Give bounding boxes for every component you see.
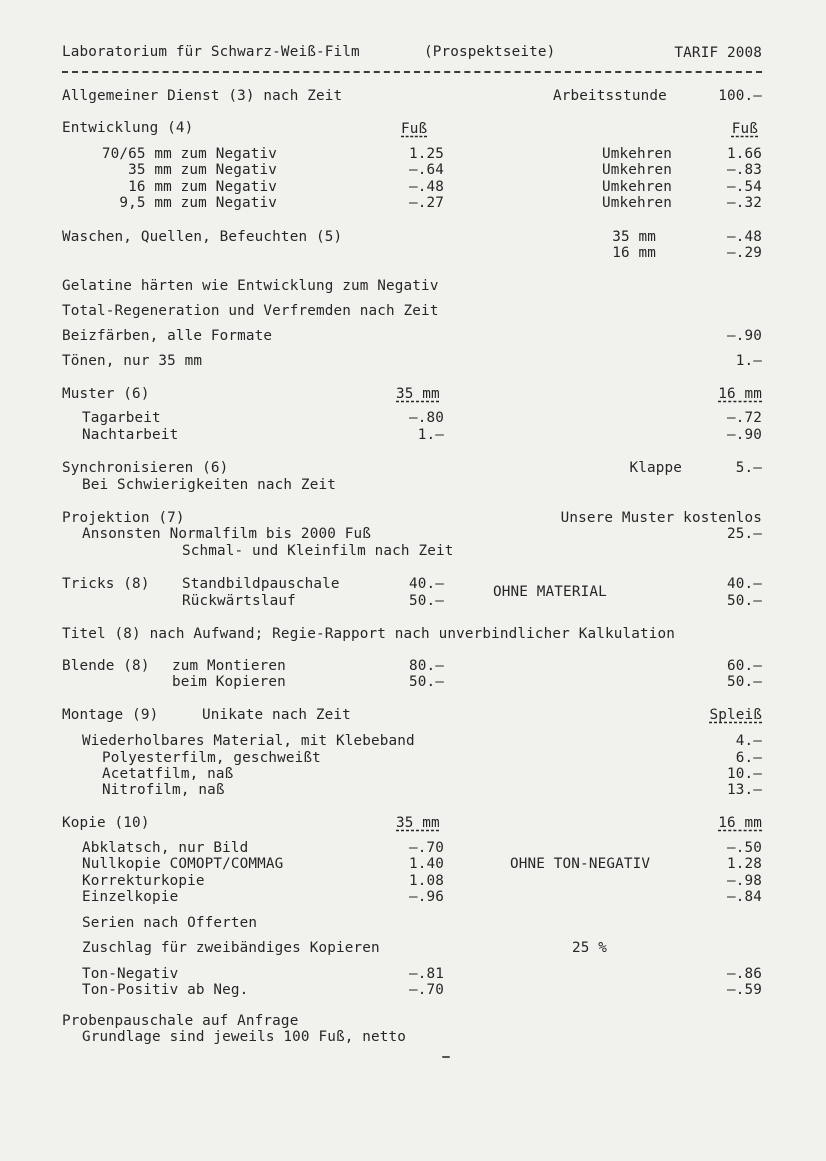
copy-series: Serien nach Offerten bbox=[82, 915, 258, 931]
copy-row-label: Nullkopie COMOPT/COMMAG bbox=[82, 856, 284, 872]
tricks-row-price: 40.— bbox=[408, 576, 444, 592]
projection-line2: Schmal- und Kleinfilm nach Zeit bbox=[182, 543, 454, 559]
editing-col-right: Spleiß bbox=[709, 707, 762, 723]
development-row-label: 70/65 mm zum Negativ bbox=[101, 146, 277, 162]
washing-price: —.48 bbox=[726, 229, 762, 245]
editing-row-price: 13.— bbox=[726, 782, 762, 798]
samples-row-price-35: —.80 bbox=[408, 410, 444, 426]
general-label: Allgemeiner Dienst (3) nach Zeit bbox=[62, 88, 343, 104]
development-row-process: Umkehren bbox=[601, 162, 672, 178]
samples-label: Muster (6) bbox=[62, 386, 150, 402]
development-label: Entwicklung (4) bbox=[62, 120, 194, 136]
header-title: Laboratorium für Schwarz-Weiß-Film bbox=[62, 44, 360, 60]
washing-format: 35 mm bbox=[612, 229, 656, 245]
fades-row-price-alt: 60.— bbox=[726, 658, 762, 674]
sound-row-price-16: —.86 bbox=[726, 966, 762, 982]
copy-row-label: Abklatsch, nur Bild bbox=[82, 840, 249, 856]
development-row-process: Umkehren bbox=[601, 146, 672, 162]
general-price: 100.— bbox=[718, 88, 762, 104]
sync-sub: Bei Schwierigkeiten nach Zeit bbox=[82, 477, 336, 493]
mordant-price: —.90 bbox=[726, 328, 762, 344]
copy-row-price-16: —.84 bbox=[726, 889, 762, 905]
copy-col-left: 35 mm bbox=[396, 815, 440, 831]
tariff-label: TARIF 2008 bbox=[674, 45, 762, 61]
editing-row-label: Nitrofilm, naß bbox=[102, 782, 225, 798]
copy-row-label: Einzelkopie bbox=[82, 889, 179, 905]
development-row-label: 9,5 mm zum Negativ bbox=[119, 195, 277, 211]
samples-row-label: Tagarbeit bbox=[82, 410, 161, 426]
footer-line2: Grundlage sind jeweils 100 Fuß, netto bbox=[82, 1029, 407, 1045]
samples-row-price-35: 1.— bbox=[417, 427, 444, 443]
toning-price: 1.— bbox=[735, 353, 762, 369]
development-col-right: Fuß bbox=[731, 121, 758, 137]
fades-row-label: zum Montieren bbox=[172, 658, 286, 674]
copy-row-price-16: 1.28 bbox=[726, 856, 762, 872]
editing-intro-price: 4.— bbox=[735, 733, 762, 749]
sound-row-label: Ton-Positiv ab Neg. bbox=[82, 982, 249, 998]
sound-row-price-35: —.70 bbox=[408, 982, 444, 998]
editing-sub: Unikate nach Zeit bbox=[202, 707, 351, 723]
sound-row-label: Ton-Negativ bbox=[82, 966, 179, 982]
regeneration-line: Total-Regeneration und Verfremden nach Zeit bbox=[62, 303, 439, 319]
editing-intro: Wiederholbares Material, mit Klebeband bbox=[82, 733, 415, 749]
development-row-price: —.48 bbox=[408, 179, 444, 195]
development-row-label: 16 mm zum Negativ bbox=[128, 179, 277, 195]
development-row-price: 1.25 bbox=[408, 146, 444, 162]
copy-surcharge-value: 25 % bbox=[572, 940, 608, 956]
development-row-price: —.27 bbox=[408, 195, 444, 211]
fades-row-price: 80.— bbox=[408, 658, 444, 674]
stray-mark bbox=[442, 1056, 450, 1058]
header-subtitle: (Prospektseite) bbox=[424, 44, 556, 60]
development-row-price-reversal: —.54 bbox=[726, 179, 762, 195]
development-row-process: Umkehren bbox=[601, 179, 672, 195]
sync-label: Synchronisieren (6) bbox=[62, 460, 229, 476]
samples-row-label: Nachtarbeit bbox=[82, 427, 179, 443]
editing-label: Montage (9) bbox=[62, 707, 159, 723]
sound-row-price-16: —.59 bbox=[726, 982, 762, 998]
mordant-label: Beizfärben, alle Formate bbox=[62, 328, 273, 344]
editing-row-price: 6.— bbox=[735, 750, 762, 766]
tricks-row-label: Rückwärtslauf bbox=[182, 593, 296, 609]
editing-row-label: Acetatfilm, naß bbox=[102, 766, 234, 782]
development-col-left: Fuß bbox=[401, 121, 428, 137]
samples-row-price-16: —.72 bbox=[726, 410, 762, 426]
general-unit: Arbeitsstunde bbox=[553, 88, 667, 104]
copy-row-price-35: 1.40 bbox=[408, 856, 444, 872]
development-row-price-reversal: —.32 bbox=[726, 195, 762, 211]
tricks-row-price-alt: 40.— bbox=[726, 576, 762, 592]
washing-format: 16 mm bbox=[612, 245, 656, 261]
development-row-label: 35 mm zum Negativ bbox=[128, 162, 277, 178]
copy-row-price-16: —.98 bbox=[726, 873, 762, 889]
samples-row-price-16: —.90 bbox=[726, 427, 762, 443]
footer-line1: Probenpauschale auf Anfrage bbox=[62, 1013, 299, 1029]
copy-col-right: 16 mm bbox=[718, 815, 762, 831]
washing-price: —.29 bbox=[726, 245, 762, 261]
development-row-price-reversal: 1.66 bbox=[726, 146, 762, 162]
copy-row-price-35: 1.08 bbox=[408, 873, 444, 889]
header-divider bbox=[62, 71, 762, 73]
copy-row-price-35: —.96 bbox=[408, 889, 444, 905]
fades-row-label: beim Kopieren bbox=[172, 674, 286, 690]
tricks-note: OHNE MATERIAL bbox=[493, 584, 607, 600]
copy-row-label: Korrekturkopie bbox=[82, 873, 205, 889]
toning-label: Tönen, nur 35 mm bbox=[62, 353, 203, 369]
projection-label: Projektion (7) bbox=[62, 510, 185, 526]
samples-col-right: 16 mm bbox=[718, 386, 762, 402]
sync-price: 5.— bbox=[735, 460, 762, 476]
samples-col-left: 35 mm bbox=[396, 386, 440, 402]
projection-line1: Ansonsten Normalfilm bis 2000 Fuß bbox=[82, 526, 371, 542]
sync-unit: Klappe bbox=[629, 460, 682, 476]
titles-line: Titel (8) nach Aufwand; Regie-Rapport nach unverbindlicher Kalkulation bbox=[62, 626, 676, 642]
copy-row-price-16: —.50 bbox=[726, 840, 762, 856]
sound-row-price-35: —.81 bbox=[408, 966, 444, 982]
projection-note: Unsere Muster kostenlos bbox=[560, 510, 762, 526]
development-row-price-reversal: —.83 bbox=[726, 162, 762, 178]
tricks-row-price: 50.— bbox=[408, 593, 444, 609]
copy-surcharge-label: Zuschlag für zweibändiges Kopieren bbox=[82, 940, 380, 956]
tricks-row-label: Standbildpauschale bbox=[182, 576, 340, 592]
fades-label: Blende (8) bbox=[62, 658, 150, 674]
tricks-label: Tricks (8) bbox=[62, 576, 150, 592]
tricks-row-price-alt: 50.— bbox=[726, 593, 762, 609]
copy-row-price-35: —.70 bbox=[408, 840, 444, 856]
editing-row-price: 10.— bbox=[726, 766, 762, 782]
fades-row-price: 50.— bbox=[408, 674, 444, 690]
gelatine-line: Gelatine härten wie Entwicklung zum Negativ bbox=[62, 278, 439, 294]
editing-row-label: Polyesterfilm, geschweißt bbox=[102, 750, 321, 766]
development-row-price: —.64 bbox=[408, 162, 444, 178]
projection-price: 25.— bbox=[726, 526, 762, 542]
development-row-process: Umkehren bbox=[601, 195, 672, 211]
copy-note: OHNE TON-NEGATIV bbox=[510, 856, 651, 872]
fades-row-price-alt: 50.— bbox=[726, 674, 762, 690]
copy-label: Kopie (10) bbox=[62, 815, 150, 831]
washing-label: Waschen, Quellen, Befeuchten (5) bbox=[62, 229, 343, 245]
